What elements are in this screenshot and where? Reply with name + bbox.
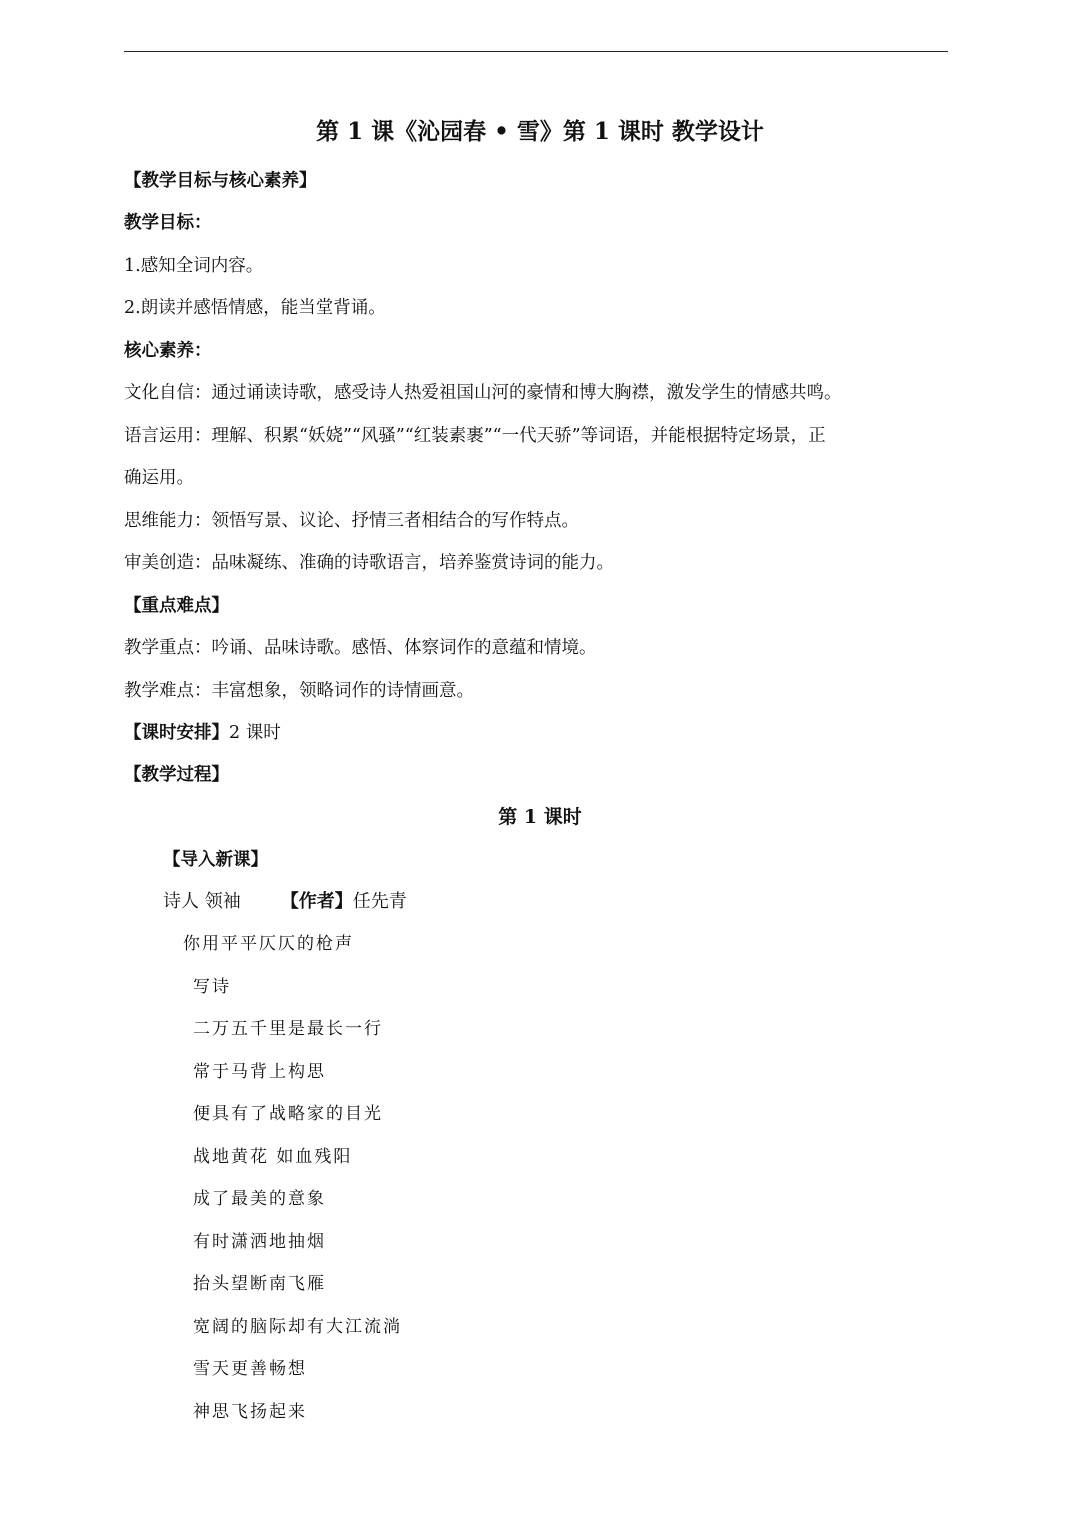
poem-header [163,890,407,914]
schedule-line [124,721,281,745]
poem-line: 有时潇洒地抽烟 [193,1232,326,1252]
intro-heading: 【导入新课】 [163,850,268,870]
poem-line: 常于马背上构思 [193,1062,326,1082]
core-aesthetic: 审美创造：品味凝练、准确的诗歌语言，培养鉴赏诗词的能力。 [124,553,614,573]
goals-heading: 【教学目标与核心素养】 [124,171,317,191]
poem-line: 二万五千里是最长一行 [193,1019,383,1039]
lesson-heading: 第 1 课时 [498,806,582,828]
goal-2: 2.朗读并感悟情感，能当堂背诵。 [124,298,386,318]
key-point: 教学重点：吟诵、品味诗歌。感悟、体察词作的意蕴和情境。 [124,638,597,658]
poem-line: 写诗 [193,977,231,997]
core-thinking: 思维能力：领悟写景、议论、抒情三者相结合的写作特点。 [124,511,579,531]
poem-author: 任先青 [352,891,407,912]
difficult-point: 教学难点：丰富想象，领略词作的诗情画意。 [124,681,474,701]
poem-title: 诗人 领袖 [163,891,241,912]
schedule-heading: 【课时安排】 [124,723,229,743]
poem-line: 战地黄花 如血残阳 [193,1147,353,1167]
header-rule [124,51,948,52]
core-language-line-1: 语言运用：理解、积累“妖娆”“风骚”“红装素裹”“一代天骄”等词语，并能根据特定场景，正 [124,426,826,446]
core-label: 核心素养： [124,341,212,361]
process-heading: 【教学过程】 [124,765,229,785]
poem-line: 神思飞扬起来 [193,1402,307,1422]
poem-line: 抬头望断南飞雁 [193,1274,326,1294]
poem-author-label: 【作者】 [280,891,353,912]
poem-line: 宽阔的脑际却有大江流淌 [193,1317,402,1337]
document-title: 第 1 课《沁园春 • 雪》第 1 课时 教学设计 [316,118,764,145]
key-heading: 【重点难点】 [124,596,229,616]
goal-1: 1.感知全词内容。 [124,256,264,276]
teaching-goals-label: 教学目标： [124,213,212,233]
core-culture: 文化自信：通过诵读诗歌，感受诗人热爱祖国山河的豪情和博大胸襟，激发学生的情感共鸣。 [124,383,842,403]
poem-line: 便具有了战略家的目光 [193,1104,383,1124]
core-language-line-2: 确运用。 [124,468,194,488]
schedule-value: 2 课时 [229,723,281,743]
poem-line: 雪天更善畅想 [193,1359,307,1379]
poem-line: 成了最美的意象 [193,1189,326,1209]
poem-line: 你用平平仄仄的枪声 [183,934,354,954]
